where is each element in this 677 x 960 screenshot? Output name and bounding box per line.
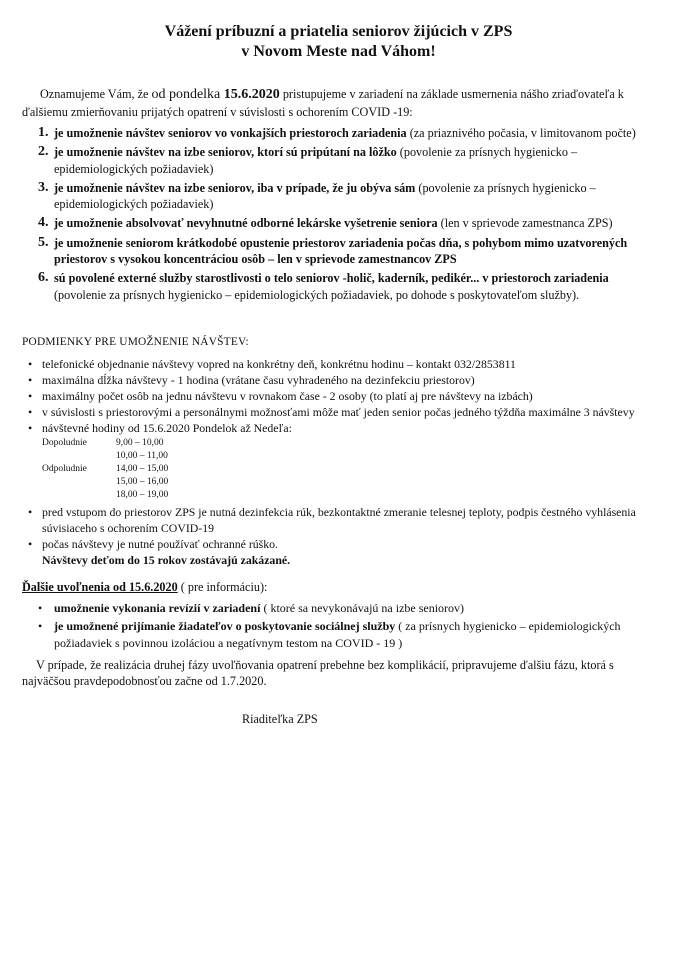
condition-text: telefonické objednanie návštevy vopred na konkrétny deň, konkrétnu hodinu – kontakt 032/2853811 bbox=[42, 357, 516, 371]
condition-text: maximálny počet osôb na jednu návštevu v rovnakom čase - 2 osoby (to platí aj pre návštevy na izbách) bbox=[42, 389, 533, 403]
further-bold: je umožnené prijímanie žiadateľov o poskytovanie sociálnej služby bbox=[54, 619, 396, 634]
signature: Riaditeľka ZPS bbox=[242, 712, 318, 726]
rule-rest: (povolenie za prísnych hygienicko – epidemiologických požiadaviek, po dohode s poskytovateľom služby). bbox=[54, 287, 580, 302]
further-heading-rest: ( pre informáciu): bbox=[177, 580, 268, 594]
bullet-icon: • bbox=[28, 389, 33, 403]
title-line-2: v Novom Meste nad Váhom! bbox=[241, 43, 436, 60]
rule-item bbox=[22, 180, 642, 213]
conditions-list bbox=[22, 356, 642, 568]
rules-list bbox=[22, 125, 642, 306]
condition-item bbox=[22, 388, 642, 404]
further-bold: umožnenie vykonania revízií v zariadení bbox=[54, 601, 261, 615]
rule-number: 3. bbox=[38, 179, 49, 195]
intro-part1: Oznamujeme Vám, že bbox=[40, 87, 152, 101]
schedule-morning-label: Dopoludnie bbox=[42, 438, 87, 448]
schedule-time: 10,00 – 11,00 bbox=[116, 451, 168, 461]
condition-text: maximálna dĺžka návštevy - 1 hodina (vrátane času vyhradeného na dezinfekciu priestorov) bbox=[42, 373, 475, 387]
condition-text: počas návštevy je nutné používať ochranné rúško. bbox=[42, 537, 278, 551]
rule-rest: (len v sprievode zamestnanca ZPS) bbox=[437, 216, 613, 231]
schedule-time: 18,00 – 19,00 bbox=[116, 490, 169, 500]
condition-text: návštevné hodiny od 15.6.2020 Pondelok až Nedeľa: bbox=[42, 421, 292, 435]
condition-text: v súvislosti s priestorovými a personálnymi možnosťami môže mať jeden senior počas jedného týždňa maximálne 3 návštevy bbox=[42, 405, 635, 419]
rule-bold: je umožnenie návštev na izbe seniorov, iba v prípade, že ju obýva sám bbox=[54, 180, 416, 195]
closing-paragraph: V prípade, že realizácia druhej fázy uvoľňovania opatrení prebehne bez komplikácií, pripravujeme ďalšiu fázu, ktorá s najväčšou pravdepodobnosťou začne od 1.7.2020. bbox=[22, 658, 614, 689]
condition-item bbox=[22, 504, 642, 536]
rule-number: 2. bbox=[38, 144, 49, 160]
visiting-hours-schedule bbox=[42, 436, 642, 504]
schedule-afternoon-label: Odpoludnie bbox=[42, 464, 87, 474]
condition-item bbox=[22, 404, 642, 420]
rule-item bbox=[22, 215, 642, 231]
rule-bold: je umožnenie seniorom krátkodobé opustenie priestorov zariadenia počas dňa, s pohybom mimo uzatvorených priestorov s vysokou koncentráciou osôb – len v sprievode zamestnancov ZPS bbox=[54, 235, 628, 267]
further-list bbox=[22, 600, 642, 653]
intro-date: 15.6.2020 bbox=[223, 87, 280, 102]
further-item bbox=[22, 600, 642, 616]
rule-number: 5. bbox=[38, 234, 49, 250]
rule-number: 4. bbox=[38, 215, 49, 231]
conditions-heading: PODMIENKY PRE UMOŽNENIE NÁVŠTEV: bbox=[22, 336, 249, 348]
rule-bold: je umožnenie návštev na izbe seniorov, ktorí sú pripútaní na lôžko bbox=[54, 145, 397, 160]
rule-rest: (povolenie za prísnych hygienicko – epidemiologických požiadaviek) bbox=[54, 145, 578, 176]
rule-item bbox=[22, 144, 642, 177]
intro-part2: od pondelka bbox=[151, 87, 224, 102]
rule-rest: (povolenie za prísnych hygienicko – epidemiologických požiadaviek) bbox=[54, 180, 596, 212]
schedule-time: 15,00 – 16,00 bbox=[116, 477, 169, 487]
further-rest: ( za prísnych hygienicko – epidemiologických požiadaviek s povinnou izoláciou a negatívnym testom na COVID - 19 ) bbox=[54, 619, 621, 650]
intro-paragraph bbox=[22, 86, 657, 120]
bullet-icon: • bbox=[28, 537, 33, 551]
rule-item bbox=[22, 125, 642, 141]
bullet-icon: • bbox=[28, 405, 33, 419]
rule-bold: je umožnenie absolvovať nevyhnutné odborné lekárske vyšetrenie seniora bbox=[54, 216, 438, 231]
bullet-icon: • bbox=[38, 619, 43, 634]
bullet-icon: • bbox=[28, 357, 33, 371]
condition-text: pred vstupom do priestorov ZPS je nutná dezinfekcia rúk, bezkontaktné zmeranie telesnej teploty, podpis čestného vyhlásenia súvisiaceho s ochorením COVID-19 bbox=[42, 505, 636, 535]
further-item bbox=[22, 618, 642, 651]
condition-item bbox=[22, 420, 642, 504]
rule-number: 6. bbox=[38, 270, 49, 286]
bullet-icon: • bbox=[28, 505, 33, 519]
children-warning: Návštevy deťom do 15 rokov zostávajú zakázané. bbox=[42, 553, 291, 567]
bullet-icon: • bbox=[28, 373, 33, 387]
condition-item bbox=[22, 372, 642, 388]
rule-item bbox=[22, 270, 642, 303]
rule-number: 1. bbox=[38, 125, 49, 140]
rule-item bbox=[22, 235, 642, 268]
rule-bold: je umožnenie návštev seniorov vo vonkajších priestoroch zariadenia bbox=[54, 126, 407, 140]
rule-bold: sú povolené externé služby starostlivosti o telo seniorov -holič, kaderník, pedikér... v priestoroch zariadenia bbox=[54, 271, 609, 286]
further-heading bbox=[22, 580, 267, 595]
condition-item bbox=[22, 536, 642, 568]
bullet-icon: • bbox=[38, 601, 43, 615]
bullet-icon: • bbox=[28, 421, 33, 435]
intro-part3: pristupujeme v zariadení na základe usmernenia nášho zriaďovateľa k ďalšiemu zmierňovaniu prijatých opatrení v súvislosti s ochorením COVID -19: bbox=[22, 87, 624, 119]
further-rest: ( ktoré sa nevykonávajú na izbe seniorov) bbox=[260, 601, 465, 615]
schedule-time: 9,00 – 10,00 bbox=[116, 438, 164, 448]
condition-item bbox=[22, 356, 642, 372]
schedule-time: 14,00 – 15,00 bbox=[116, 464, 169, 474]
further-heading-bold: Ďalšie uvoľnenia od 15.6.2020 bbox=[22, 580, 178, 594]
title-line-1: Vážení príbuzní a priatelia seniorov žijúcich v ZPS bbox=[164, 23, 513, 40]
rule-rest: (za priaznivého počasia, v limitovanom počte) bbox=[406, 126, 636, 140]
